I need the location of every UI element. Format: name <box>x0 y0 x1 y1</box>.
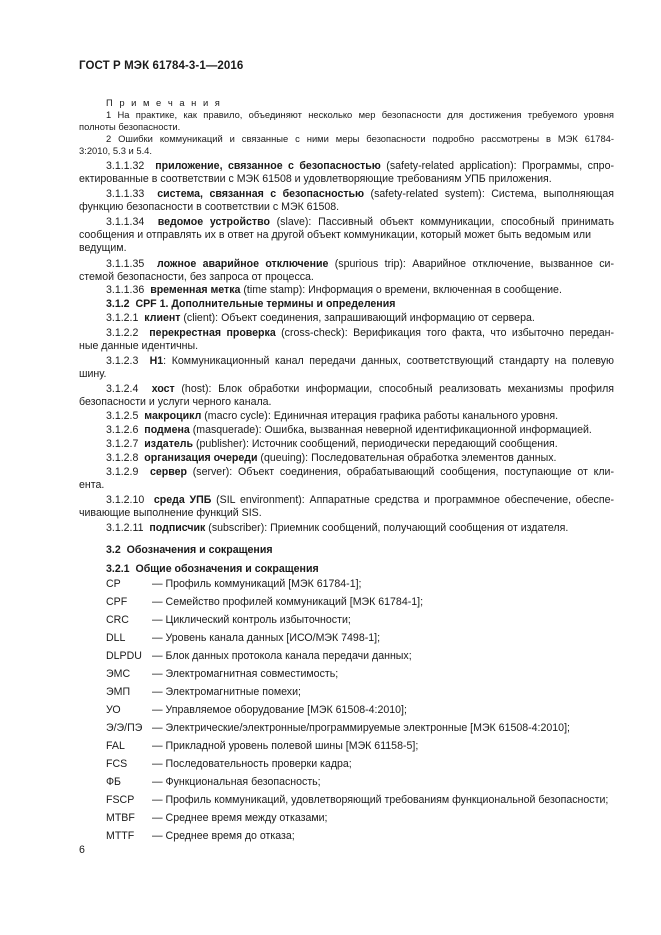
abbreviation-term: DLPDU <box>106 650 142 662</box>
definition-3-1-2-1 <box>79 312 614 325</box>
definition-text: (subscriber): Приемник сообщений, получающий сообщения от издателя. <box>205 522 569 534</box>
definition-term: ведомое устройство <box>157 216 270 228</box>
subsection-heading-3-2-1 <box>79 563 614 576</box>
definition-term: организация очереди <box>144 452 258 464</box>
definition-text: (masquerade): Ошибка, вызванная неверной идентификационной информацией. <box>189 424 592 436</box>
definition-term: клиент <box>144 312 181 324</box>
definition-3-1-2-2 <box>79 327 614 340</box>
abbreviation-definition: — Среднее время до отказа; <box>152 830 295 842</box>
definition-continuation: ектированные в соответствии с МЭК 61508 и удовлетворяющие требованиям УПБ приложения. <box>79 173 552 185</box>
definition-3-1-2-6 <box>79 424 614 437</box>
definition-number: 3.1.1.36 <box>106 284 145 296</box>
section-heading-3-2 <box>79 544 614 557</box>
definition-text: (safety-related system): Система, выполняющая <box>364 188 614 200</box>
definition-term: среда УПБ <box>153 494 212 506</box>
definition-3-1-2-5 <box>79 410 614 423</box>
definition-3-1-1-36 <box>79 284 614 297</box>
definition-term: перекрестная проверка <box>149 327 276 339</box>
subsection-heading-3-1-2 <box>79 298 614 311</box>
definition-number: 3.1.2.2 <box>106 327 139 339</box>
definition-continuation: шину. <box>79 368 107 380</box>
abbreviation-definition: — Профиль коммуникаций [МЭК 61784-1]; <box>152 578 362 590</box>
definition-number: 3.1.2.6 <box>106 424 139 436</box>
abbreviation-term: CPF <box>106 596 128 608</box>
definition-number: 3.1.2.1 <box>106 312 139 324</box>
definition-text: : Коммуникационный канал передачи данных, соответствующий стандарту на полевую <box>163 355 614 367</box>
definition-number: 3.1.1.35 <box>106 258 145 270</box>
definition-number: 3.1.2.9 <box>106 466 139 478</box>
abbreviation-term: ФБ <box>106 776 122 788</box>
definition-continuation: функцию безопасности в соответствии с МЭК 61508. <box>79 201 340 213</box>
definition-3-1-2-3 <box>79 355 614 368</box>
definition-term: макроцикл <box>144 410 202 422</box>
abbreviation-definition: — Циклический контроль избыточности; <box>152 614 351 626</box>
definition-term: приложение, связанное с безопасностью <box>155 160 381 172</box>
note-1-line-1: 1 На практике, как правило, объединяют несколько мер безопасности для достижения требуемого уровня <box>106 109 614 120</box>
definition-term: система, связанная с безопасностью <box>157 188 365 200</box>
definition-term: сервер <box>149 466 187 478</box>
definition-continuation: чивающие выполнение функций SIS. <box>79 507 262 519</box>
definition-text: (macro cycle): Единичная итерация графика работы канального уровня. <box>201 410 559 422</box>
definition-text: (SIL environment): Аппаратные средства и программное обеспечение, обеспе- <box>211 494 614 506</box>
definition-number: 3.1.2.3 <box>106 355 139 367</box>
notes-title: П р и м е ч а н и я <box>106 97 222 108</box>
section-title: Обозначения и сокращения <box>126 544 273 556</box>
definition-number: 3.1.2.8 <box>106 452 139 464</box>
definition-3-1-1-35 <box>79 258 614 271</box>
definition-term: подмена <box>144 424 190 436</box>
definition-text: (time stamp): Информация о времени, включенная в сообщение. <box>240 284 562 296</box>
abbreviation-term: FAL <box>106 740 125 752</box>
definition-term: издатель <box>144 438 194 450</box>
definition-3-1-1-33 <box>79 188 614 201</box>
definition-text: (slave): Пассивный объект коммуникации, способный принимать <box>269 216 614 228</box>
abbreviation-definition: — Управляемое оборудование [МЭК 61508-4:2010]; <box>152 704 407 716</box>
definition-continuation: ведущим. <box>79 242 127 254</box>
definition-3-1-1-34 <box>79 216 614 229</box>
definition-text: (host): Блок обработки информации, способный реализовать механизмы профиля <box>174 383 614 395</box>
definition-text: (queuing): Последовательная обработка элементов данных. <box>257 452 557 464</box>
definition-term: ложное аварийное отключение <box>157 258 329 270</box>
subsection-title: Общие обозначения и сокращения <box>135 563 319 575</box>
abbreviation-term: FSCP <box>106 794 135 806</box>
definition-number: 3.1.1.33 <box>106 188 145 200</box>
definition-continuation: безопасности и услуги черного канала. <box>79 396 272 408</box>
note-2-line-2: 3:2010, 5.3 и 5.4. <box>79 145 152 156</box>
definition-term: временная метка <box>150 284 241 296</box>
definition-3-1-2-11 <box>79 522 614 535</box>
definition-text: (server): Объект соединения, обрабатывающий сообщения, поступающие от кли- <box>186 466 614 478</box>
abbreviation-definition: — Электрические/электронные/программируемые электронные [МЭК 61508-4:2010]; <box>152 722 570 734</box>
abbreviation-definition: — Семейство профилей коммуникаций [МЭК 61784-1]; <box>152 596 424 608</box>
definition-term: подписчик <box>149 522 206 534</box>
abbreviation-definition: — Прикладной уровень полевой шины [МЭК 61158-5]; <box>152 740 419 752</box>
abbreviation-definition: — Уровень канала данных [ИСО/МЭК 7498-1]; <box>152 632 381 644</box>
definition-term: хост <box>151 383 175 395</box>
definition-continuation: ные данные идентичны. <box>79 340 199 352</box>
section-number: 3.2 <box>106 544 121 556</box>
abbreviation-definition: — Электромагнитная совместимость; <box>152 668 339 680</box>
definition-3-1-1-32 <box>79 160 614 173</box>
abbreviation-term: FCS <box>106 758 128 770</box>
page-number: 6 <box>79 844 85 856</box>
definition-3-1-2-8 <box>79 452 614 465</box>
abbreviation-term: DLL <box>106 632 126 644</box>
subsection-number: 3.1.2 <box>106 298 130 310</box>
abbreviation-term: CP <box>106 578 121 590</box>
definition-number: 3.1.2.4 <box>106 383 139 395</box>
abbreviation-definition: — Профиль коммуникаций, удовлетворяющий требованиям функциональной безопасности; <box>152 794 609 806</box>
definition-continuation: стемой безопасности, без запроса от процесса. <box>79 271 314 283</box>
definition-text: (publisher): Источник сообщений, периодически передающий сообщения. <box>193 438 558 450</box>
definition-number: 3.1.2.7 <box>106 438 139 450</box>
definition-number: 3.1.2.5 <box>106 410 139 422</box>
definition-number: 3.1.1.34 <box>106 216 145 228</box>
subsection-title: CPF 1. Дополнительные термины и определения <box>135 298 396 310</box>
abbreviation-definition: — Функциональная безопасность; <box>152 776 321 788</box>
definition-text: (spurious trip): Аварийное отключение, вызванное си- <box>328 258 614 270</box>
definition-number: 3.1.2.11 <box>106 522 144 534</box>
definition-number: 3.1.1.32 <box>106 160 145 172</box>
document-header: ГОСТ Р МЭК 61784-3-1—2016 <box>79 60 244 72</box>
abbreviation-definition: — Последовательность проверки кадра; <box>152 758 352 770</box>
abbreviation-definition: — Среднее время между отказами; <box>152 812 328 824</box>
note-1-line-2: полноты безопасности. <box>79 121 181 132</box>
definition-term: H1 <box>149 355 164 367</box>
definition-text: (safety-related application): Программы, спро- <box>380 160 614 172</box>
definition-3-1-2-9 <box>79 466 614 479</box>
abbreviation-term: УО <box>106 704 121 716</box>
abbreviation-definition: — Блок данных протокола канала передачи данных; <box>152 650 412 662</box>
definition-number: 3.1.2.10 <box>106 494 145 506</box>
definition-continuation: сообщения и отправлять их в ответ на другой объект коммуникации, который может быть ведомым или <box>79 229 591 241</box>
definition-text: (cross-check): Верификация того факта, что избыточно передан- <box>275 327 614 339</box>
abbreviation-term: Э/Э/ПЭ <box>106 722 143 734</box>
note-2-line-1: 2 Ошибки коммуникаций и связанные с ними меры безопасности подробно рассмотрены в МЭК 61784- <box>106 133 614 144</box>
abbreviation-term: MTBF <box>106 812 135 824</box>
abbreviation-term: ЭМС <box>106 668 131 680</box>
subsection-number: 3.2.1 <box>106 563 130 575</box>
abbreviation-term: ЭМП <box>106 686 131 698</box>
definition-3-1-2-4 <box>79 383 614 396</box>
abbreviation-term: MTTF <box>106 830 135 842</box>
definition-continuation: ента. <box>79 479 105 491</box>
abbreviation-definition: — Электромагнитные помехи; <box>152 686 301 698</box>
definition-3-1-2-7 <box>79 438 614 451</box>
definition-3-1-2-10 <box>79 494 614 507</box>
abbreviation-term: CRC <box>106 614 129 626</box>
definition-text: (client): Объект соединения, запрашивающий информацию от сервера. <box>180 312 535 324</box>
